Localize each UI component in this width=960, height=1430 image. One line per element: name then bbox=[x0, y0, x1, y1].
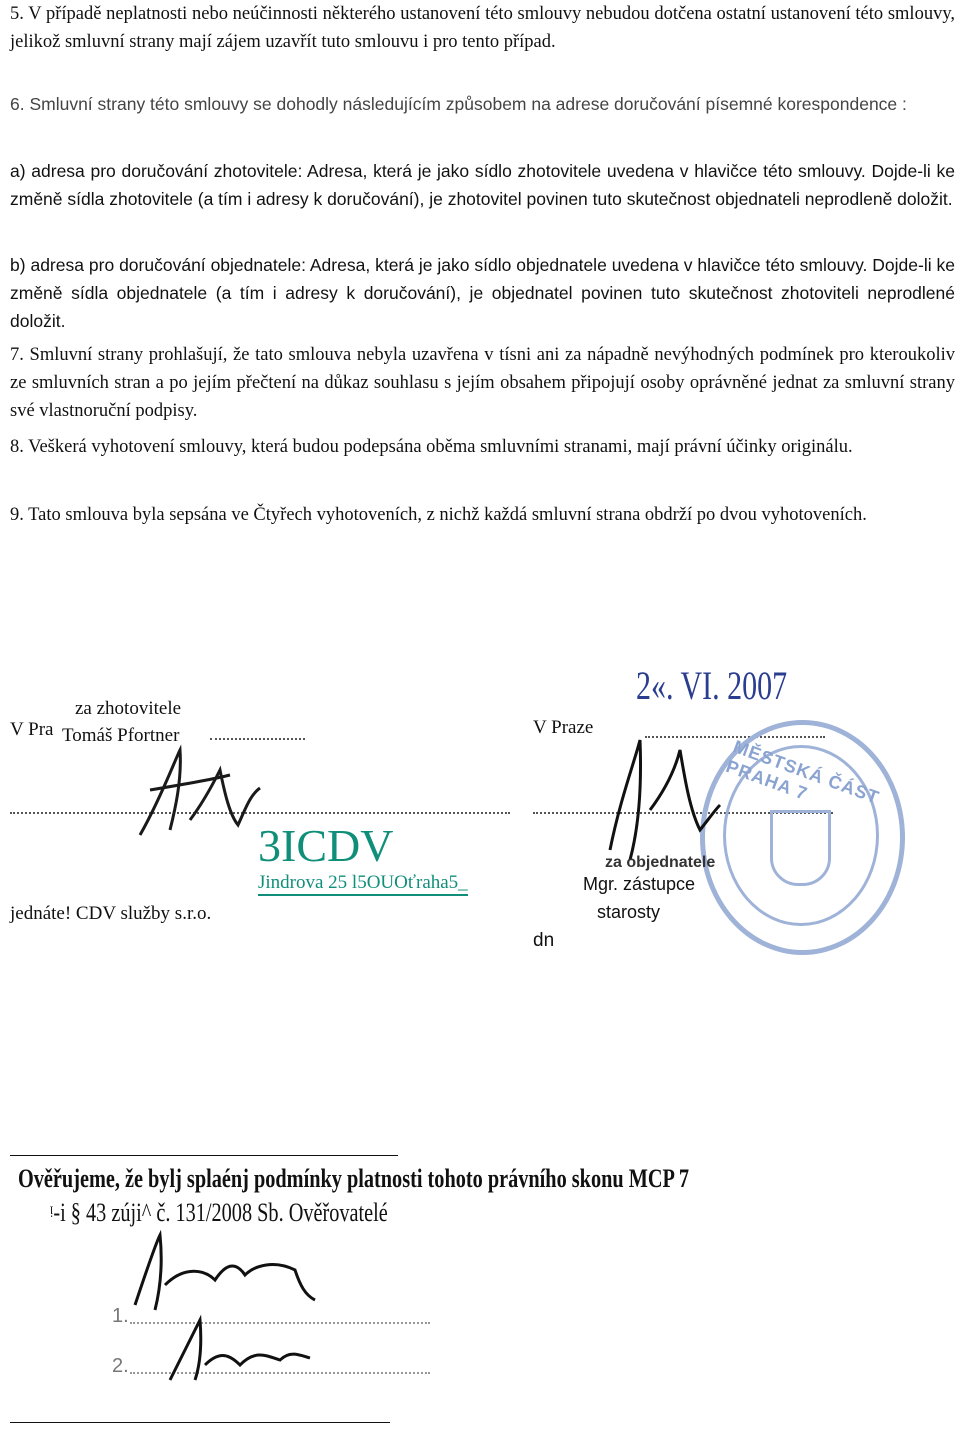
company-address: Jindrova 25 l5OUOťraha5_ bbox=[258, 872, 468, 896]
stamp-text: MĚSTSKÁ ČÁST PRAHA 7 bbox=[723, 736, 883, 808]
left-place: V Pra bbox=[10, 719, 54, 740]
paragraph-6: 6. Smluvní strany této smlouvy se dohodly následujícím způsobem na adrese doručování písemné korespondence : bbox=[10, 94, 907, 114]
paragraph-9: 9. Tato smlouva byla sepsána ve Čtyřech vyhotoveních, z nichž každá smluvní strana obdrží po dvou vyhotoveních. bbox=[10, 505, 867, 525]
right-suffix: dn bbox=[533, 930, 555, 951]
company-stamp bbox=[258, 820, 503, 900]
paragraph-8: 8. Veškerá vyhotovení smlouvy, která budou podepsána oběma smluvními stranami, mají právní účinky originálu. bbox=[10, 437, 853, 457]
stamp-emblem bbox=[770, 810, 831, 886]
handwritten-date: 2«. VI. 2007 bbox=[636, 663, 788, 708]
verifier-signature-1 bbox=[125, 1225, 325, 1315]
right-role: za objednatele bbox=[605, 854, 716, 871]
left-company: jednáte! CDV služby s.r.o. bbox=[10, 903, 212, 924]
verification-line2: ᵎ-i § 43 zúji^ č. 131/2008 Sb. Ověřovatelé bbox=[50, 1198, 388, 1227]
paragraph-5: 5. V případě neplatnosti nebo neúčinnosti některého ustanovení této smlouvy nebudou dotčena ostatní ustanovení této smlouvy, jelikož smluvní strany mají zájem uzavřít tuto smlouvu i pro tento případ. bbox=[10, 4, 955, 52]
verification-bottom-rule bbox=[10, 1422, 390, 1423]
paragraph-6b: b) adresa pro doručování objednatele: Adresa, která je jako sídlo objednatele uvedena v hlavičce této smlouvy. Dojde-li ke změně sídla objednatele (a tím i adresy k doručování), je objednatel povinen tuto skutečnost zhotoviteli neprodlené doložit. bbox=[10, 255, 955, 331]
left-name: Tomáš Pfortner bbox=[62, 725, 180, 746]
right-title-line1: Mgr. zástupce bbox=[583, 874, 696, 894]
left-handwritten-signature bbox=[120, 740, 280, 850]
right-place: V Praze bbox=[533, 717, 594, 738]
right-title-line2: starosty bbox=[597, 902, 661, 922]
paragraph-6a: a) adresa pro doručování zhotovitele: Adresa, která je jako sídlo zhotovitele uvedena v hlavičce této smlouvy. Dojde-li ke změně sídla zhotovitele (a tím i adresy k doručování), je zhotovitel povinen tuto skutečnost objednateli neprodleně doložit. bbox=[10, 161, 955, 209]
paragraph-7: 7. Smluvní strany prohlašují, že tato smlouva nebyla uzavřena v tísni ani za nápadně nevýhodných podmínek pro kteroukoliv ze smluvních stran a po jejím přečtení na důkaz souhlasu s jejím obsahem připojují osoby oprávněné jednat za smluvní strany své vlastnoruční podpisy. bbox=[10, 345, 955, 421]
company-logo: 3ICDV bbox=[258, 820, 394, 871]
verifier-mark-1: 1. bbox=[112, 1305, 129, 1327]
verification-top-rule bbox=[10, 1155, 398, 1156]
left-role: za zhotovitele bbox=[75, 698, 182, 719]
official-stamp bbox=[700, 720, 905, 955]
verifier-mark-2: 2. bbox=[112, 1355, 129, 1377]
right-handwritten-signature bbox=[590, 720, 730, 870]
verification-line1: Ověřujeme, že bylj splaénj podmínky platnosti tohoto právního skonu MCP 7 bbox=[18, 1164, 689, 1193]
verifier-signature-2 bbox=[160, 1310, 320, 1390]
